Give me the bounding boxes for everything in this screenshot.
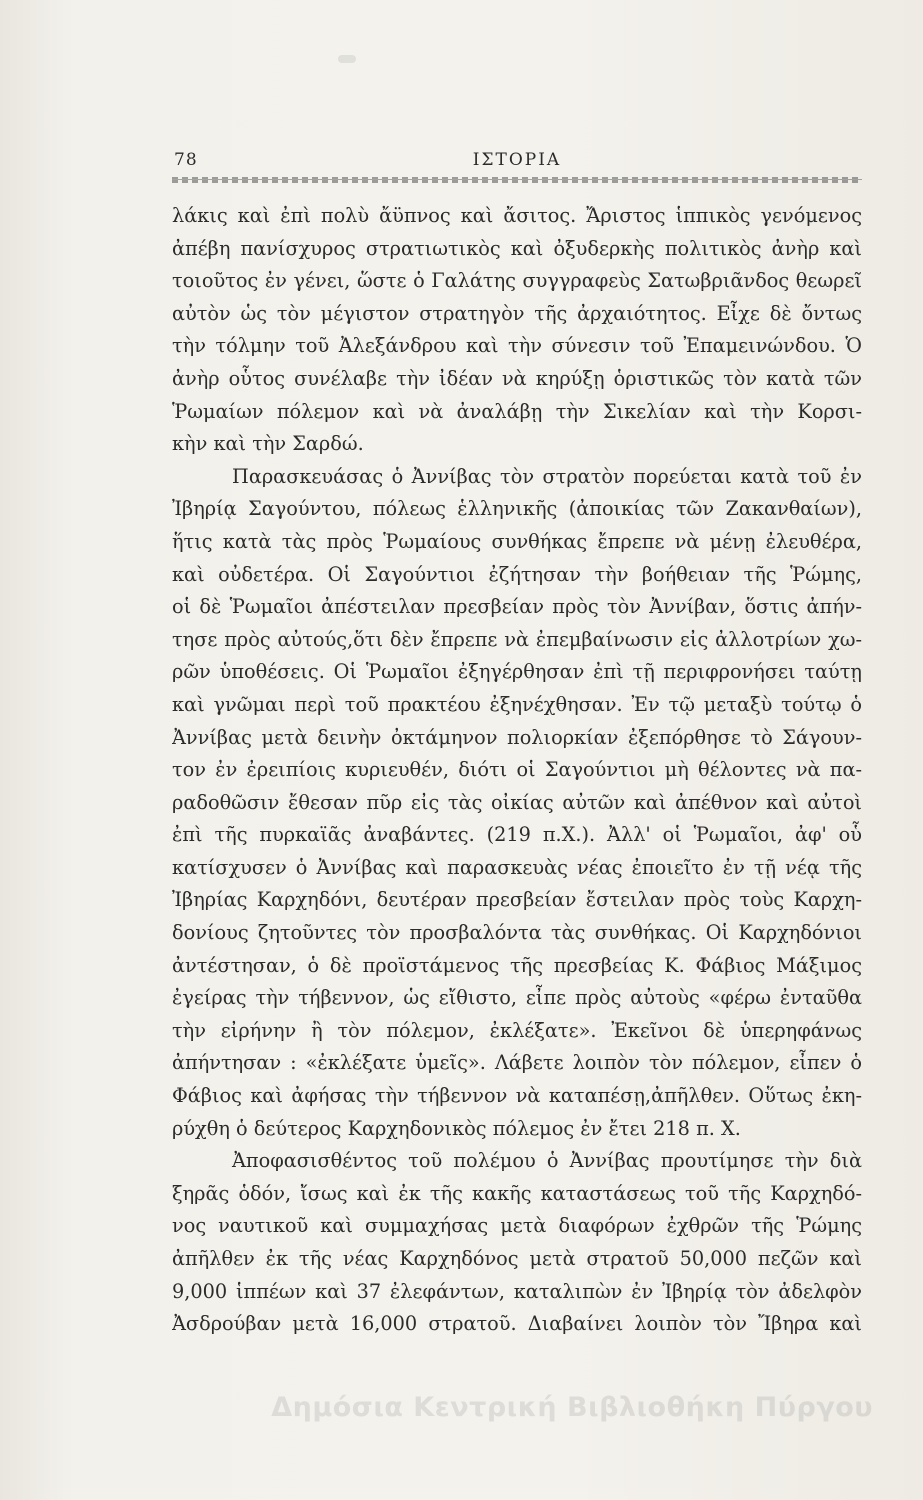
text-line: Ἀννίβας μετὰ δεινὴν ὀκτάμηνον πολιορκίαν ἐξεπόρθησε τὸ Σάγουν- xyxy=(172,725,862,749)
text-line: ἀπήντησαν : «ἐκλέξατε ὑμεῖς». Λάβετε λοιπὸν τὸν πόλεμον, εἶπεν ὁ xyxy=(172,1051,862,1075)
text-line: ἀπέβη πανίσχυρος στρατιωτικὸς καὶ ὀξυδερκὴς πολιτικὸς ἀνὴρ καὶ xyxy=(172,236,862,260)
library-watermark: Δημόσια Κεντρική Βιβλιοθήκη Πύργου xyxy=(271,1392,873,1423)
text-line: ἐγείρας τὴν τήβεννον, ὡς εἴθιστο, εἶπε πρὸς αὐτοὺς «φέρω ἐνταῦθα xyxy=(172,986,862,1010)
text-line: λάκις καὶ ἐπὶ πολὺ ἄϋπνος καὶ ἄσιτος. Ἄριστος ἱππικὸς γενόμενος xyxy=(172,204,862,227)
text-line: ρῶν ὑποθέσεις. Οἱ Ῥωμαῖοι ἐξηγέρθησαν ἐπὶ τῇ περιφρονήσει ταύτῃ xyxy=(172,660,862,684)
text-line: Φάβιος καὶ ἀφήσας τὴν τήβεννον νὰ καταπέσῃ,ἀπῆλθεν. Οὕτως ἐκη- xyxy=(172,1084,862,1108)
text-line: ἐπὶ τῆς πυρκαϊᾶς ἀναβάντες. (219 π.Χ.). Ἀλλ' οἱ Ῥωμαῖοι, ἀφ' οὗ xyxy=(172,823,862,847)
text-line: τοιοῦτος ἐν γένει, ὥστε ὁ Γαλάτης συγγραφεὺς Σατωβριᾶνδος θεωρεῖ xyxy=(172,269,862,293)
text-line: νος ναυτικοῦ καὶ συμμαχήσας μετὰ διαφόρων ἐχθρῶν τῆς Ῥώμης xyxy=(172,1214,862,1238)
text-line: καὶ γνῶμαι περὶ τοῦ πρακτέου ἐξηνέχθησαν. Ἐν τῷ μεταξὺ τούτῳ ὁ xyxy=(172,692,862,716)
text-line: τὴν εἰρήνην ἢ τὸν πόλεμον, ἐκλέξατε». Ἐκεῖνοι δὲ ὑπερηφάνως xyxy=(172,1018,862,1042)
text-line: Παρασκευάσας ὁ Ἀννίβας τὸν στρατὸν πορεύεται κατὰ τοῦ ἐν xyxy=(232,464,862,488)
text-line: Ἰβηρίᾳ Σαγούντου, πόλεως ἑλληνικῆς (ἀποικίας τῶν Ζακανθαίων), xyxy=(172,497,862,521)
text-line: κατίσχυσεν ὁ Ἀννίβας καὶ παρασκευὰς νέας ἐποιεῖτο ἐν τῇ νέᾳ τῆς xyxy=(172,855,862,879)
text-line: Ἀποφασισθέντος τοῦ πολέμου ὁ Ἀννίβας προυτίμησε τὴν διὰ xyxy=(232,1149,862,1173)
text-line: τον ἐν ἐρειπίοις κυριευθέν, διότι οἱ Σαγούντιοι μὴ θέλοντες νὰ πα- xyxy=(172,758,862,782)
text-line: ἀνὴρ οὗτος συνέλαβε τὴν ἰδέαν νὰ κηρύξῃ ὁριστικῶς τὸν κατὰ τῶν xyxy=(172,366,862,390)
text-line: τὴν τόλμην τοῦ Ἀλεξάνδρου καὶ τὴν σύνεσιν τοῦ Ἐπαμεινώνδου. Ὁ xyxy=(172,334,862,358)
page-number: 78 xyxy=(174,150,198,170)
text-line: καὶ οὐδετέρα. Οἱ Σαγούντιοι ἐζήτησαν τὴν βοήθειαν τῆς Ῥώμης, xyxy=(172,562,862,586)
text-line: δονίους ζητοῦντες τὸν προσβαλόντα τὰς συνθήκας. Οἱ Καρχηδόνιοι xyxy=(172,921,862,945)
text-line: ἀντέστησαν, ὁ δὲ προϊστάμενος τῆς πρεσβείας Κ. Φάβιος Μάξιμος xyxy=(172,953,862,977)
running-head: ΙΣΤΟΡΙΑ xyxy=(472,150,562,170)
text-line: Ῥωμαίων πόλεμον καὶ νὰ ἀναλάβῃ τὴν Σικελίαν καὶ τὴν Κορσι- xyxy=(172,399,862,423)
body-text xyxy=(172,200,862,1341)
text-line: 9,000 ἱππέων καὶ 37 ἐλεφάντων, καταλιπὼν ἐν Ἰβηρίᾳ τὸν ἀδελφὸν xyxy=(172,1279,862,1303)
text-line: Ἰβηρίας Καρχηδόνι, δευτέραν πρεσβείαν ἔστειλαν πρὸς τοὺς Καρχη- xyxy=(172,888,862,912)
text-line: ραδοθῶσιν ἔθεσαν πῦρ εἰς τὰς οἰκίας αὐτῶν καὶ ἀπέθνον καὶ αὐτοὶ xyxy=(172,790,862,814)
text-line: ρύχθη ὁ δεύτερος Καρχηδονικὸς πόλεμος ἐν ἔτει 218 π. Χ. xyxy=(172,1116,741,1140)
text-line: τησε πρὸς αὐτούς,ὅτι δὲν ἔπρεπε νὰ ἐπεμβαίνωσιν εἰς ἀλλοτρίων χω- xyxy=(172,627,862,651)
text-line: κὴν καὶ τὴν Σαρδώ. xyxy=(172,432,364,456)
ink-smudge xyxy=(338,55,356,63)
text-line: οἱ δὲ Ῥωμαῖοι ἀπέστειλαν πρεσβείαν πρὸς τὸν Ἀννίβαν, ὅστις ἀπήν- xyxy=(172,595,862,619)
text-line: ξηρᾶς ὁδόν, ἴσως καὶ ἐκ τῆς κακῆς καταστάσεως τοῦ τῆς Καρχηδό- xyxy=(172,1181,862,1205)
text-line: ἥτις κατὰ τὰς πρὸς Ῥωμαίους συνθήκας ἔπρεπε νὰ μένῃ ἐλευθέρα, xyxy=(172,529,862,553)
header-rule xyxy=(172,177,862,183)
text-line: Ἀσδρούβαν μετὰ 16,000 στρατοῦ. Διαβαίνει λοιπὸν τὸν Ἴβηρα καὶ xyxy=(172,1312,862,1336)
text-line: ἀπῆλθεν ἐκ τῆς νέας Καρχηδόνος μετὰ στρατοῦ 50,000 πεζῶν καὶ xyxy=(172,1247,862,1270)
text-line: αὐτὸν ὡς τὸν μέγιστον στρατηγὸν τῆς ἀρχαιότητος. Εἶχε δὲ ὄντως xyxy=(172,301,862,325)
page-header xyxy=(172,150,862,174)
